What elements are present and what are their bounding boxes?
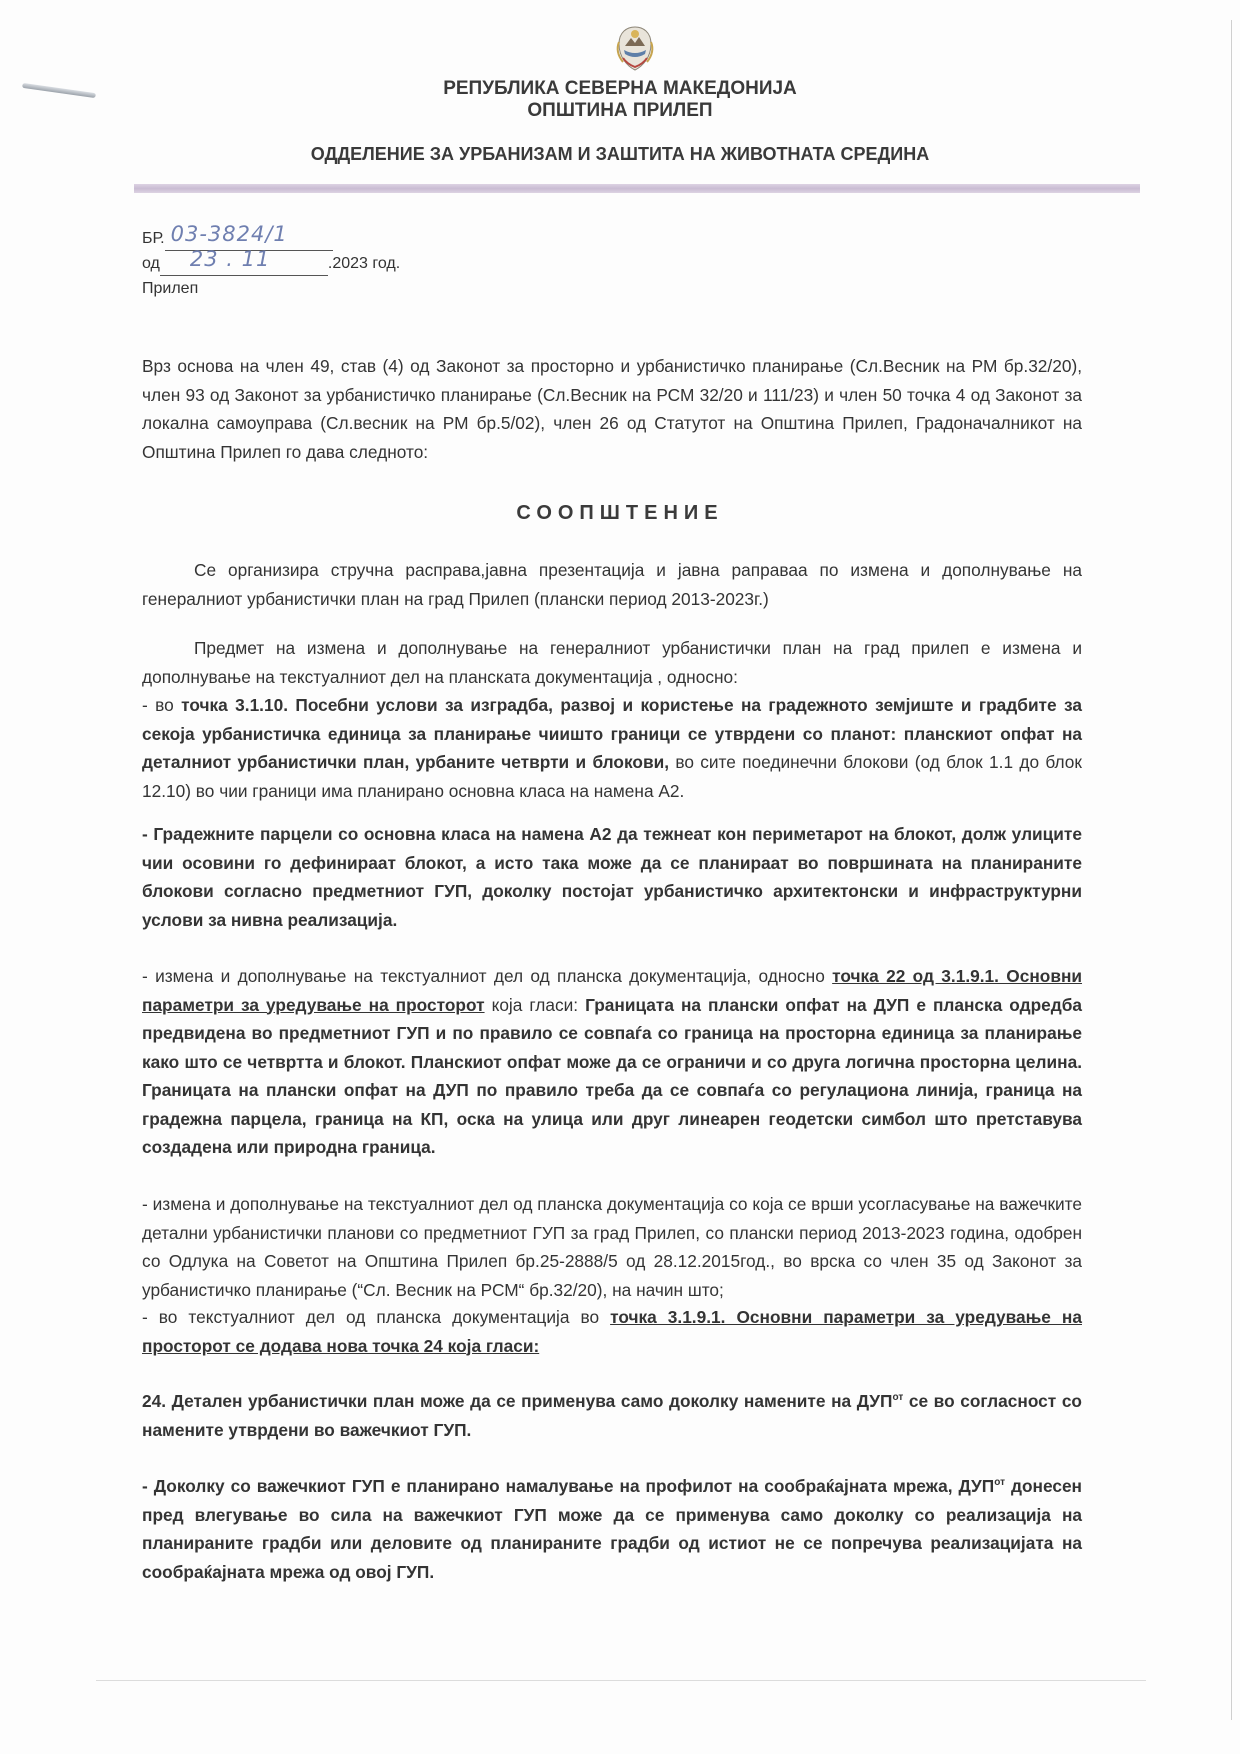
- paragraph-4-lead: - измена и дополнување на текстуалниот дел од планска документација, односно: [142, 966, 833, 986]
- paragraph-8-b: донесен пред влегување во сила на важечкиот ГУП може да се применува само доколку со реализација на планираните градби или деловите од планираните градби од истиот не се попречува реализацијата на сообраќајната мрежа од овој ГУП.: [142, 1476, 1082, 1582]
- paragraph-4-underlined: точка 22 од 3.1.9.1. Основни параметри за уредување на просторот: [142, 966, 1083, 1015]
- intro-paragraph: [142, 352, 1082, 466]
- reference-date-handwritten: 23 . 11: [189, 247, 271, 271]
- paragraph-7-a: 24. Детален урбанистички план може да се применува само доколку намените на ДУП: [142, 1391, 893, 1411]
- paragraph-4: [142, 962, 1082, 1162]
- paragraph-2-dash: - во: [142, 695, 182, 715]
- paragraph-4-mid: која гласи:: [484, 994, 586, 1015]
- document-title: СООПШТЕНИЕ: [516, 502, 724, 524]
- paragraph-3-text: - Градежните парцели со основна класа на намена А2 да тежнеат кон периметарот на блокот, долж улиците чии осовини го дефинираат блокот, а исто така може да се планираат во површината на планираните блокови согласно предметниот ГУП, доколку постојат урбанистичко архитектонски и инфраструктурни услови за нивна реализација.: [142, 824, 1082, 930]
- paragraph-6-lead: - во текстуалниот дел од планска документација во: [142, 1307, 611, 1327]
- footer-line: [96, 1680, 1146, 1681]
- paragraph-4-bold: Границата на плански опфат на ДУП е планска одредба предвидена во предметниот ГУП и по правило се совпаѓа со граница на просторна единица за планирање како што се четвртта и блокот. Планскиот опфат може да се ограничи и со друга логична просторна целина. Границата на плански опфат на ДУП по правило треба да се совпаѓа со регулациона линија, граница на градежна парцела, граница на КП, оска на улица или друг линеарен геодетски симбол што претставува создадена или природна граница.: [142, 994, 1083, 1157]
- scan-edge-line: [1231, 20, 1232, 1720]
- reference-date-row: [142, 247, 401, 276]
- reference-number-handwritten: 03-3824/1: [170, 222, 288, 246]
- paragraph-5: [142, 1190, 1082, 1304]
- paragraph-7-b: се во согласност со намените утврдени во важечкиот ГУП.: [142, 1391, 1082, 1440]
- header-department: ОДДЕЛЕНИЕ ЗА УРБАНИЗАМ И ЗАШТИТА НА ЖИВОТНАТА СРЕДИНА: [310, 144, 930, 164]
- reference-date-label: од: [142, 255, 160, 272]
- header-municipality: ОПШТИНА ПРИЛЕП: [527, 100, 713, 121]
- reference-date-field: [160, 247, 328, 276]
- coat-of-arms-icon: [613, 24, 657, 72]
- paragraph-2-item: [142, 691, 1082, 805]
- paragraph-1-text: Се организира стручна расправа,јавна презентација и јавна раправаа по измена и дополнување на генералниот урбанистички план на град Прилеп (плански период 2013-2023г.): [142, 560, 1082, 609]
- paragraph-1: [142, 556, 1082, 613]
- reference-number-label: БР.: [142, 230, 165, 247]
- paragraph-6-underlined: точка 3.1.9.1. Основни параметри за уредување на просторот се додава нова точка 24 која гласи:: [142, 1307, 1082, 1356]
- paragraph-5-text: - измена и дополнување на текстуалниот дел од планска документација со која се врши усогласување на важечките детални урбанистички планови со предметниот ГУП за град Прилеп, со плански период 2013-2023 година, одобрен со Одлука на Советот на Општина Прилеп бр.25-2888/5 од 28.12.2015год., во врска со член 35 од Законот за урбанистичко планирање (“Сл. Весник на РСМ“ бр.32/20), на начин што;: [142, 1194, 1082, 1300]
- paragraph-8-sup: от: [994, 1477, 1005, 1489]
- header-divider: [134, 184, 1140, 193]
- paragraph-3: [142, 820, 1082, 934]
- paragraph-7-sup: от: [892, 1392, 904, 1404]
- paragraph-8-a: - Доколку со важечкиот ГУП е планирано намалување на профилот на сообраќајната мрежа, ДУП: [142, 1476, 995, 1496]
- intro-text: Врз основа на член 49, став (4) од Законот за просторно и урбанистичко планирање (Сл.Весник на РМ бр.32/20), член 93 од Законот за урбанистичко планирање (Сл.Весник на РСМ 32/20 и 111/23) и член 50 точка 4 од Законот за локална самоуправа (Сл.весник на РМ бр.5/02), член 26 од Статутот на Општина Прилеп, Градоначалникот на Општина Прилеп го дава следното:: [142, 356, 1082, 462]
- paragraph-2-rest: во сите поединечни блокови (од блок 1.1 до блок 12.10) во чии граници има планирано основна класа на намена А2.: [142, 752, 1082, 801]
- reference-date-suffix: .2023 год.: [327, 255, 401, 272]
- paragraph-7: [142, 1387, 1082, 1444]
- paragraph-6: [142, 1303, 1082, 1360]
- header-republic: РЕПУБЛИКА СЕВЕРНА МАКЕДОНИЈА: [443, 78, 797, 99]
- paragraph-2-intro: Предмет на измена и дополнување на генералниот урбанистички план на град прилеп е измена и дополнување на текстуалниот дел на планската документација , односно:: [142, 638, 1082, 687]
- paragraph-8: [142, 1472, 1082, 1586]
- reference-city: Прилеп: [142, 280, 199, 297]
- reference-number-row: [142, 222, 400, 251]
- reference-block: [142, 222, 401, 301]
- paragraph-2-bold: точка 3.1.10. Посебни услови за изградба, развој и користење на градежното земјиште и градбите за секоја урбанистичка единица за планирање чиишто граници се утврдени со планот: планскиот опфат на деталниот урбанистички план, урбаните четврти и блокови,: [142, 695, 1082, 772]
- paragraph-2: [142, 634, 1082, 805]
